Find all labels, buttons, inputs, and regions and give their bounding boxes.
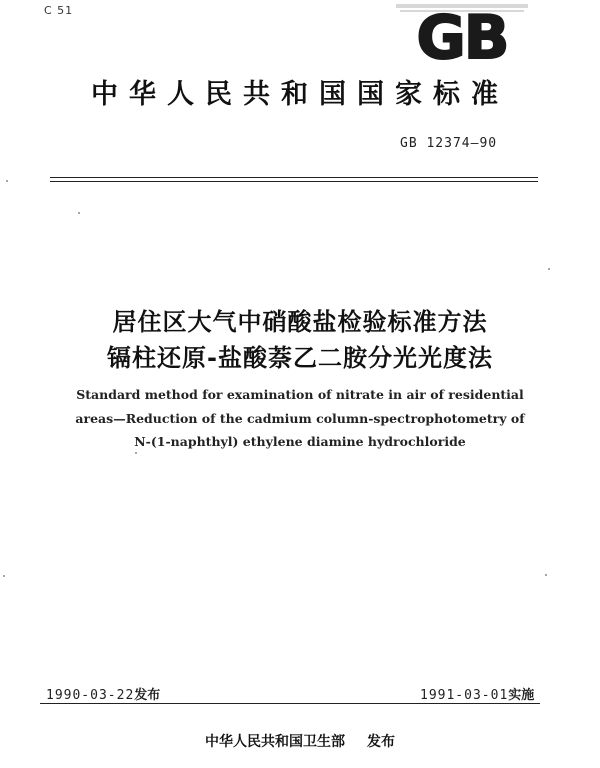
national-standard-band: 中华人民共和国国家标准 [91,79,509,110]
footer-divider [40,703,540,704]
publisher-line [0,731,600,751]
classification-code: C 51 [44,4,74,17]
scan-speck [135,452,137,454]
issue-date-label: 发布 [134,688,161,703]
chinese-title-line-2: 镉柱还原-盐酸萘乙二胺分光光度法 [107,344,493,372]
scan-speck [6,180,8,182]
scan-speck [78,212,80,214]
issue-date-value: 1990-03-22 [46,688,135,703]
scan-speck [3,575,5,577]
standard-number: GB 12374—90 [400,136,498,151]
implementation-date [420,684,534,703]
publisher-label: 发布 [367,734,395,750]
publisher-org: 中华人民共和国卫生部 [205,734,345,750]
gb-logo [392,2,532,64]
chinese-title-line-1: 居住区大气中硝酸盐检验标准方法 [112,308,488,336]
scan-speck [548,268,550,270]
implementation-date-label: 实施 [508,688,535,703]
header-divider [50,177,538,178]
english-title-line-2: areas—Reduction of the cadmium column-spectrophotometry of [75,411,525,426]
gb-logo-text: GB [416,3,508,64]
issue-date [46,684,160,703]
english-title-line-3: N-(1-naphthyl) ethylene diamine hydrochloride [134,434,466,449]
scan-speck [545,574,547,576]
implementation-date-value: 1991-03-01 [420,688,509,703]
english-title-line-1: Standard method for examination of nitrate in air of residential [76,387,524,402]
header-divider-thin [50,181,538,182]
